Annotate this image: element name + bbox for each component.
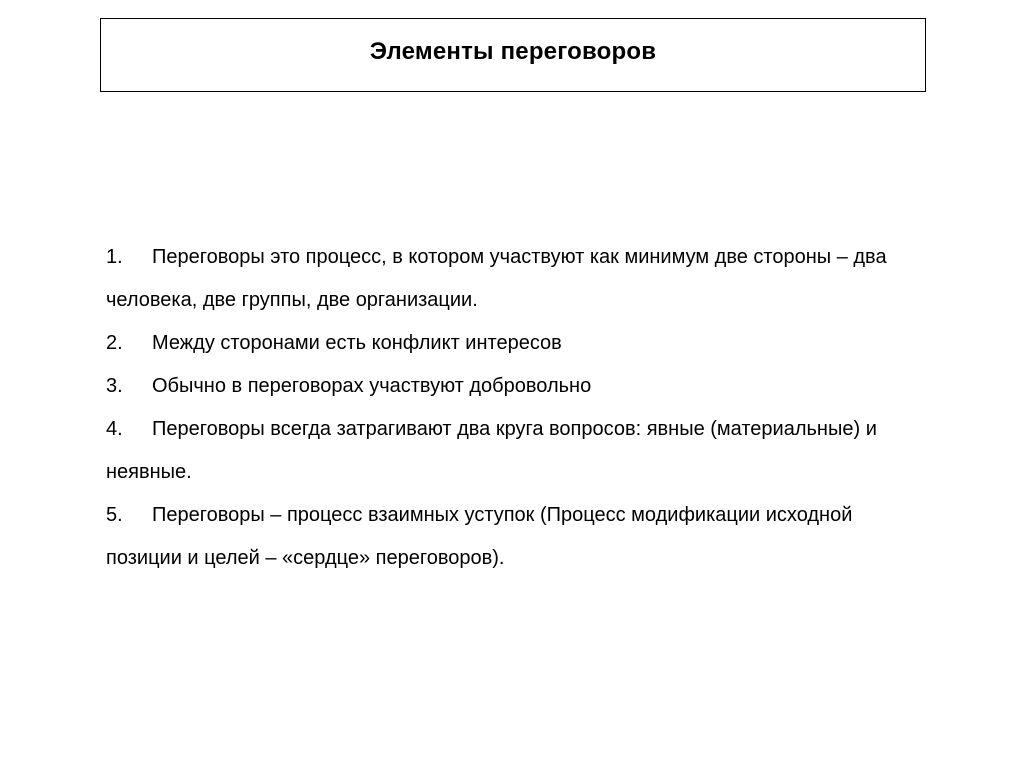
title-box	[100, 18, 926, 92]
list-item	[106, 494, 916, 580]
list-item-text: Переговоры всегда затрагивают два круга вопросов: явные (материальные) и неявные.	[106, 418, 877, 483]
list-item	[106, 236, 916, 322]
list-item-number: 2.	[106, 332, 123, 354]
list-item	[106, 408, 916, 494]
list-item-text: Обычно в переговорах участвуют добровольно	[152, 375, 592, 397]
slide-title: Элементы переговоров	[369, 38, 657, 65]
list-item-text: Переговоры – процесс взаимных уступок (Процесс модификации исходной позиции и целей – «сердце» переговоров).	[106, 504, 853, 569]
list-item	[106, 322, 916, 365]
list-item-text: Между сторонами есть конфликт интересов	[152, 332, 562, 354]
list-item-number: 5.	[106, 504, 123, 526]
list-item-number: 4.	[106, 418, 123, 440]
elements-list	[106, 236, 916, 580]
list-item-number: 1.	[106, 246, 123, 268]
list-item	[106, 365, 916, 408]
list-item-text: Переговоры это процесс, в котором участвуют как минимум две стороны – два человека, две группы, две организации.	[106, 246, 887, 311]
list-item-number: 3.	[106, 375, 123, 397]
